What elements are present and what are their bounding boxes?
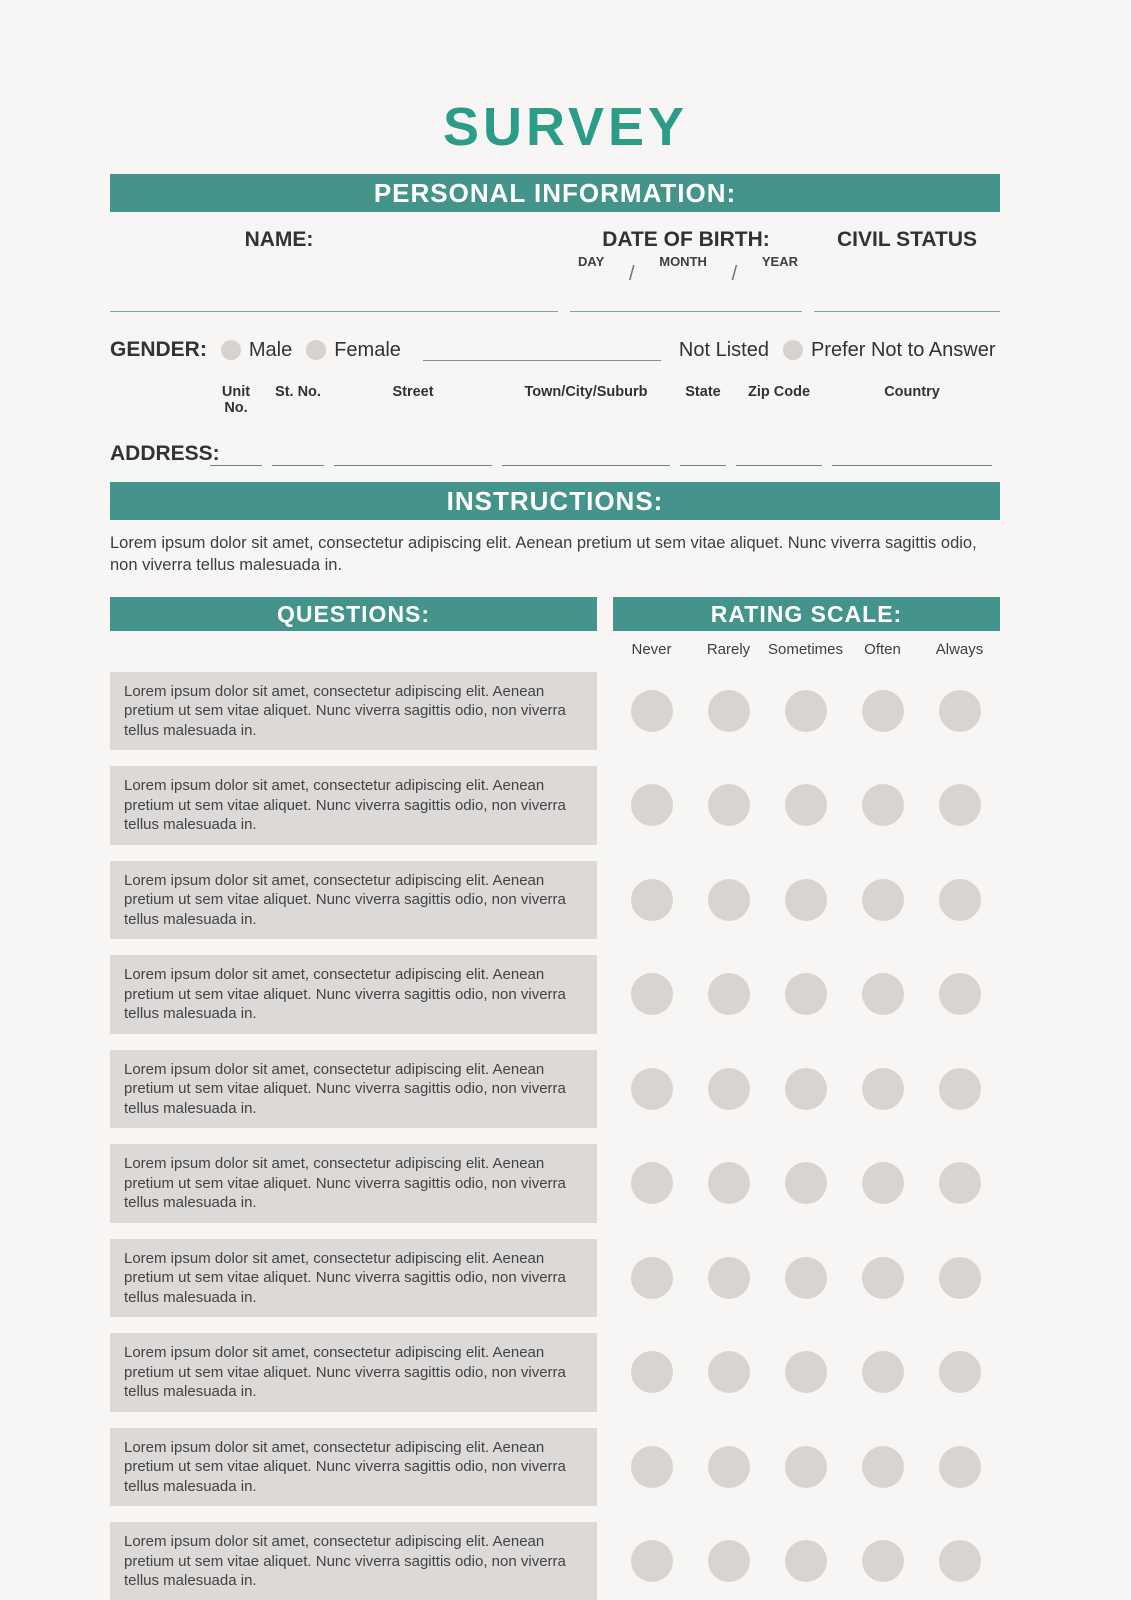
rating-label-always: Always [935, 640, 984, 658]
rating-cells [613, 784, 1000, 826]
question-text: Lorem ipsum dolor sit amet, consectetur adipiscing elit. Aenean pretium ut sem vitae aliquet. Nunc viverra sagittis odio, non viverra tellus malesuada in. [110, 1239, 597, 1318]
rating-circle-never[interactable] [631, 1162, 673, 1204]
rating-circle-sometimes[interactable] [785, 690, 827, 732]
question-rows [110, 672, 1000, 1600]
rating-label-never: Never [631, 640, 672, 658]
rating-circle-often[interactable] [862, 1540, 904, 1582]
st-no-line[interactable] [272, 447, 324, 466]
rating-cell [767, 879, 844, 921]
rating-circle-often[interactable] [862, 973, 904, 1015]
question-row [110, 672, 1000, 751]
rating-cell [767, 690, 844, 732]
rating-cells [613, 1257, 1000, 1299]
dob-label: DATE OF BIRTH: [602, 228, 770, 251]
question-row [110, 1522, 1000, 1600]
rating-cell [690, 784, 767, 826]
male-label: Male [248, 338, 293, 361]
country-line[interactable] [832, 447, 992, 466]
rating-cells [613, 1446, 1000, 1488]
rating-circle-always[interactable] [939, 973, 981, 1015]
rating-cell [690, 690, 767, 732]
rating-circle-rarely[interactable] [708, 1446, 750, 1488]
question-row [110, 1050, 1000, 1129]
question-text: Lorem ipsum dolor sit amet, consectetur adipiscing elit. Aenean pretium ut sem vitae aliquet. Nunc viverra sagittis odio, non viverra tellus malesuada in. [110, 1522, 597, 1600]
gender-other-line[interactable] [423, 340, 661, 361]
rating-circle-often[interactable] [862, 784, 904, 826]
personal-info-banner-label: PERSONAL INFORMATION: [373, 178, 737, 208]
rating-circle-never[interactable] [631, 973, 673, 1015]
rating-cell [921, 1068, 998, 1110]
question-row [110, 1333, 1000, 1412]
rating-circle-never[interactable] [631, 1257, 673, 1299]
rating-circle-always[interactable] [939, 784, 981, 826]
survey-headers [110, 597, 1000, 631]
rating-cell [921, 1446, 998, 1488]
page-title: SURVEY [442, 97, 689, 157]
rating-cell [921, 1162, 998, 1204]
street-label: Street [392, 384, 434, 400]
rating-circle-always[interactable] [939, 1257, 981, 1299]
instructions-banner [110, 482, 1000, 520]
rating-cell [844, 973, 921, 1015]
rating-circle-always[interactable] [939, 1540, 981, 1582]
rating-circle-rarely[interactable] [708, 1351, 750, 1393]
rating-circle-never[interactable] [631, 784, 673, 826]
rating-circle-often[interactable] [862, 879, 904, 921]
rating-label-sometimes: Sometimes [767, 640, 844, 658]
rating-circle-rarely[interactable] [708, 1068, 750, 1110]
rating-cell [690, 879, 767, 921]
rating-cell [921, 690, 998, 732]
state-line[interactable] [680, 447, 726, 466]
rating-cell [690, 1068, 767, 1110]
gender-label: GENDER: [110, 338, 207, 361]
rating-circle-sometimes[interactable] [785, 879, 827, 921]
question-text: Lorem ipsum dolor sit amet, consectetur adipiscing elit. Aenean pretium ut sem vitae aliquet. Nunc viverra sagittis odio, non viverra tellus malesuada in. [110, 861, 597, 940]
question-text: Lorem ipsum dolor sit amet, consectetur adipiscing elit. Aenean pretium ut sem vitae aliquet. Nunc viverra sagittis odio, non viverra tellus malesuada in. [110, 672, 597, 751]
rating-cell [844, 1446, 921, 1488]
rating-cells [613, 1351, 1000, 1393]
rating-cell [844, 879, 921, 921]
question-row [110, 1239, 1000, 1318]
rating-circle-rarely[interactable] [708, 879, 750, 921]
question-row [110, 861, 1000, 940]
dob-line[interactable] [570, 311, 802, 312]
rating-cell [767, 1068, 844, 1110]
rating-cell [690, 1162, 767, 1204]
rating-scale-banner-label: RATING SCALE: [710, 600, 903, 627]
rating-cell [690, 1257, 767, 1299]
town-city-suburb-label: Town/City/Suburb [524, 384, 648, 400]
country-label: Country [884, 384, 940, 400]
question-row [110, 766, 1000, 845]
rating-cell [613, 1446, 690, 1488]
questions-banner-label: QUESTIONS: [276, 600, 431, 627]
rating-scale-labels [613, 641, 1000, 658]
rating-circle-always[interactable] [939, 1351, 981, 1393]
name-line[interactable] [110, 311, 558, 312]
rating-circle-often[interactable] [862, 1351, 904, 1393]
zip-code-line[interactable] [736, 447, 822, 466]
rating-cell [844, 1257, 921, 1299]
rating-circle-sometimes[interactable] [785, 1351, 827, 1393]
rating-cells [613, 879, 1000, 921]
rating-circle-never[interactable] [631, 1068, 673, 1110]
question-text: Lorem ipsum dolor sit amet, consectetur adipiscing elit. Aenean pretium ut sem vitae aliquet. Nunc viverra sagittis odio, non viverra tellus malesuada in. [110, 1050, 597, 1129]
rating-cell [921, 1257, 998, 1299]
rating-cell [921, 784, 998, 826]
personal-info-banner [110, 174, 1000, 212]
rating-cell [613, 879, 690, 921]
address-row [110, 442, 1000, 466]
rating-circle-sometimes[interactable] [785, 1446, 827, 1488]
questions-banner [110, 597, 597, 631]
civil-status-field [814, 228, 1000, 312]
rating-label-often: Often [864, 640, 901, 658]
rating-circle-often[interactable] [862, 1068, 904, 1110]
rating-circle-always[interactable] [939, 1162, 981, 1204]
rating-cell [767, 1257, 844, 1299]
rating-circle-sometimes[interactable] [785, 1068, 827, 1110]
rating-circle-never[interactable] [631, 879, 673, 921]
question-row [110, 1428, 1000, 1507]
rating-cell [613, 973, 690, 1015]
rating-scale-banner [613, 597, 1000, 631]
address-lines [210, 447, 1000, 466]
dob-slash: / [628, 263, 635, 285]
rating-circle-often[interactable] [862, 690, 904, 732]
rating-cell [690, 1446, 767, 1488]
rating-cell [613, 690, 690, 732]
rating-cell [921, 1351, 998, 1393]
not-listed-label: Not Listed [678, 338, 769, 361]
dob-slash: / [731, 263, 738, 285]
rating-cell [767, 973, 844, 1015]
rating-cell [921, 1540, 998, 1582]
rating-cell [767, 1162, 844, 1204]
rating-circle-never[interactable] [631, 1351, 673, 1393]
dob-field [570, 228, 802, 312]
question-row [110, 1144, 1000, 1223]
rating-cell [921, 879, 998, 921]
rating-cells [613, 973, 1000, 1015]
town-city-suburb-line[interactable] [502, 447, 670, 466]
personal-fields-row [110, 228, 1000, 312]
question-text: Lorem ipsum dolor sit amet, consectetur adipiscing elit. Aenean pretium ut sem vitae aliquet. Nunc viverra sagittis odio, non viverra tellus malesuada in. [110, 1428, 597, 1507]
rating-cell [767, 784, 844, 826]
prefer-not-radio[interactable] [783, 340, 803, 360]
rating-circle-rarely[interactable] [708, 1162, 750, 1204]
day-label: DAY [578, 254, 605, 269]
rating-cell [844, 1162, 921, 1204]
instructions-text: Lorem ipsum dolor sit amet, consectetur adipiscing elit. Aenean pretium ut sem vitae aliquet. Nunc viverra sagittis odio, non viverra tellus malesuada in. [110, 534, 977, 575]
rating-circle-always[interactable] [939, 1446, 981, 1488]
rating-circle-often[interactable] [862, 1257, 904, 1299]
rating-cell [767, 1540, 844, 1582]
rating-circle-rarely[interactable] [708, 973, 750, 1015]
rating-cell [844, 1540, 921, 1582]
rating-circle-rarely[interactable] [708, 690, 750, 732]
street-line[interactable] [334, 447, 492, 466]
month-label: MONTH [659, 254, 707, 269]
address-field-labels [210, 384, 1000, 416]
state-label: State [685, 384, 721, 400]
rating-cell [921, 973, 998, 1015]
rating-cells [613, 1162, 1000, 1204]
rating-cell [613, 1540, 690, 1582]
rating-circle-always[interactable] [939, 879, 981, 921]
rating-circle-always[interactable] [939, 690, 981, 732]
question-text: Lorem ipsum dolor sit amet, consectetur adipiscing elit. Aenean pretium ut sem vitae aliquet. Nunc viverra sagittis odio, non viverra tellus malesuada in. [110, 955, 597, 1034]
rating-cell [844, 784, 921, 826]
name-field [110, 228, 558, 312]
name-label: NAME: [244, 228, 314, 251]
rating-cell [613, 784, 690, 826]
rating-circle-sometimes[interactable] [785, 1540, 827, 1582]
rating-cells [613, 690, 1000, 732]
rating-circle-rarely[interactable] [708, 1540, 750, 1582]
rating-circle-never[interactable] [631, 690, 673, 732]
gender-row [110, 338, 1000, 362]
year-label: YEAR [761, 254, 798, 269]
address-label: ADDRESS: [110, 442, 220, 465]
rating-cell [613, 1162, 690, 1204]
rating-cell [613, 1068, 690, 1110]
rating-cell [613, 1257, 690, 1299]
rating-cells [613, 1540, 1000, 1582]
civil-status-line[interactable] [814, 311, 1000, 312]
rating-circle-always[interactable] [939, 1068, 981, 1110]
rating-circle-rarely[interactable] [708, 1257, 750, 1299]
rating-circle-often[interactable] [862, 1446, 904, 1488]
instructions-banner-label: INSTRUCTIONS: [446, 486, 664, 516]
rating-cells [613, 1068, 1000, 1110]
rating-circle-sometimes[interactable] [785, 1162, 827, 1204]
female-radio[interactable] [306, 340, 326, 360]
unit-no-label: Unit No. [221, 384, 251, 416]
rating-cell [767, 1351, 844, 1393]
rating-circle-never[interactable] [631, 1446, 673, 1488]
rating-circle-never[interactable] [631, 1540, 673, 1582]
rating-cell [690, 1351, 767, 1393]
rating-cell [690, 973, 767, 1015]
rating-circle-rarely[interactable] [708, 784, 750, 826]
rating-circle-sometimes[interactable] [785, 784, 827, 826]
rating-cell [844, 1351, 921, 1393]
dob-sublabels [570, 252, 802, 285]
zip-code-label: Zip Code [747, 384, 811, 400]
question-text: Lorem ipsum dolor sit amet, consectetur adipiscing elit. Aenean pretium ut sem vitae aliquet. Nunc viverra sagittis odio, non viverra tellus malesuada in. [110, 1144, 597, 1223]
rating-cell [767, 1446, 844, 1488]
question-row [110, 955, 1000, 1034]
civil-status-label: CIVIL STATUS [836, 228, 977, 251]
st-no-label: St. No. [275, 384, 321, 400]
rating-circle-sometimes[interactable] [785, 973, 827, 1015]
rating-cell [844, 1068, 921, 1110]
question-text: Lorem ipsum dolor sit amet, consectetur adipiscing elit. Aenean pretium ut sem vitae aliquet. Nunc viverra sagittis odio, non viverra tellus malesuada in. [110, 1333, 597, 1412]
rating-cell [613, 1351, 690, 1393]
rating-circle-often[interactable] [862, 1162, 904, 1204]
rating-cell [844, 690, 921, 732]
male-radio[interactable] [221, 340, 241, 360]
unit-no-line[interactable] [210, 447, 262, 466]
rating-circle-sometimes[interactable] [785, 1257, 827, 1299]
question-text: Lorem ipsum dolor sit amet, consectetur adipiscing elit. Aenean pretium ut sem vitae aliquet. Nunc viverra sagittis odio, non viverra tellus malesuada in. [110, 766, 597, 845]
rating-cell [690, 1540, 767, 1582]
prefer-not-label: Prefer Not to Answer [810, 338, 996, 361]
female-label: Female [334, 338, 401, 361]
rating-label-rarely: Rarely [706, 640, 751, 658]
